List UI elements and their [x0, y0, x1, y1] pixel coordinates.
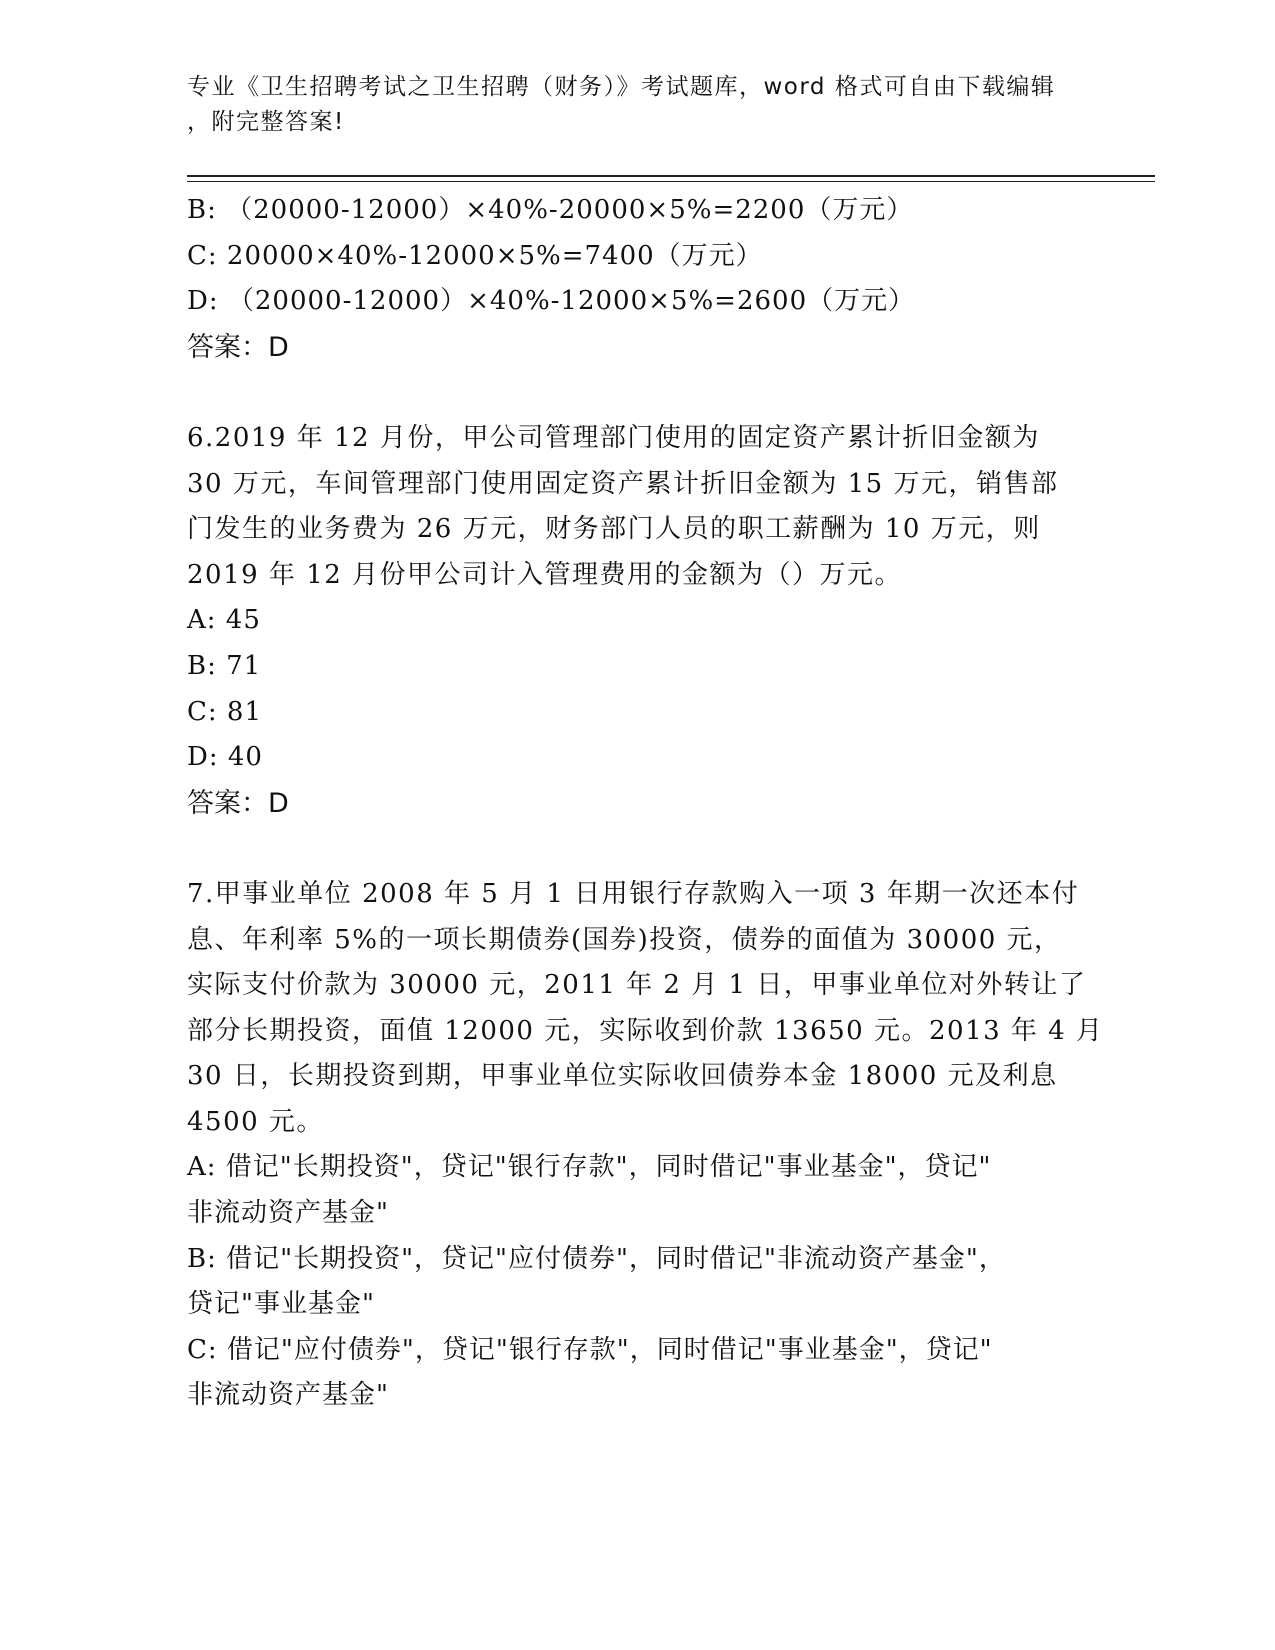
answer-label: 答案：D — [187, 331, 289, 363]
option-d: D: （20000-12000）×40%-12000×5%=2600（万元） — [187, 286, 916, 317]
question-text-line: 息、年利率 5%的一项长期债券(国券)投资，债券的面值为 30000 元， — [187, 924, 1062, 955]
option-b: B: 借记"长期投资"，贷记"应付债券"，同时借记"非流动资产基金"， — [187, 1243, 1006, 1274]
question-5 — [187, 188, 1087, 370]
question-text-line: 实际支付价款为 30000 元，2011 年 2 月 1 日，甲事业单位对外转让了 — [187, 970, 1087, 1001]
question-text — [187, 416, 1087, 598]
header-divider-thick — [187, 175, 1155, 177]
question-text-line: 7.甲事业单位 2008 年 5 月 1 日用银行存款购入一项 3 年期一次还本付 — [187, 878, 1080, 909]
header-title-line-1: 专业《卫生招聘考试之卫生招聘（财务）》考试题库，word 格式可自由下载编辑 — [187, 74, 1056, 100]
question-text-line: 2019 年 12 月份甲公司计入管理费用的金额为（）万元。 — [187, 559, 903, 590]
option-d: D: 40 — [187, 742, 263, 773]
spacer — [187, 370, 1087, 416]
question-text-line: 6.2019 年 12 月份，甲公司管理部门使用的固定资产累计折旧金额为 — [187, 422, 1040, 453]
question-text-line: 4500 元。 — [187, 1106, 324, 1137]
spacer — [187, 826, 1087, 872]
option-c: C: 81 — [187, 696, 263, 727]
document-body — [187, 188, 1104, 1419]
option-a: A: 借记"长期投资"，贷记"银行存款"，同时借记"事业基金"，贷记" — [187, 1152, 992, 1183]
option-c-continued: 非流动资产基金" — [187, 1380, 389, 1411]
question-6 — [187, 416, 1087, 826]
question-text-line: 30 日，长期投资到期，甲事业单位实际收回债券本金 18000 元及利息 — [187, 1061, 1058, 1092]
answer-label: 答案：D — [187, 787, 289, 819]
question-text-line: 部分长期投资，面值 12000 元，实际收到价款 13650 元。2013 年 4 月 — [187, 1015, 1104, 1046]
header-divider-thin — [187, 181, 1155, 182]
question-text — [187, 872, 1104, 1146]
header-title-line-2: ，附完整答案! — [187, 109, 345, 135]
option-c: C: 借记"应付债券"，贷记"银行存款"，同时借记"事业基金"，贷记" — [187, 1334, 993, 1365]
question-7 — [187, 872, 1104, 1419]
question-text-line: 门发生的业务费为 26 万元，财务部门人员的职工薪酬为 10 万元，则 — [187, 514, 1041, 545]
option-b: B: （20000-12000）×40%-20000×5%=2200（万元） — [187, 195, 914, 225]
option-b: B: 71 — [187, 650, 262, 681]
option-a: A: 45 — [187, 605, 261, 636]
question-text-line: 30 万元，车间管理部门使用固定资产累计折旧金额为 15 万元，销售部 — [187, 468, 1059, 499]
option-c: C: 20000×40%-12000×5%=7400（万元） — [187, 240, 763, 271]
document-header — [187, 70, 1087, 140]
option-b-continued: 贷记"事业基金" — [187, 1289, 375, 1320]
option-a-continued: 非流动资产基金" — [187, 1198, 389, 1229]
